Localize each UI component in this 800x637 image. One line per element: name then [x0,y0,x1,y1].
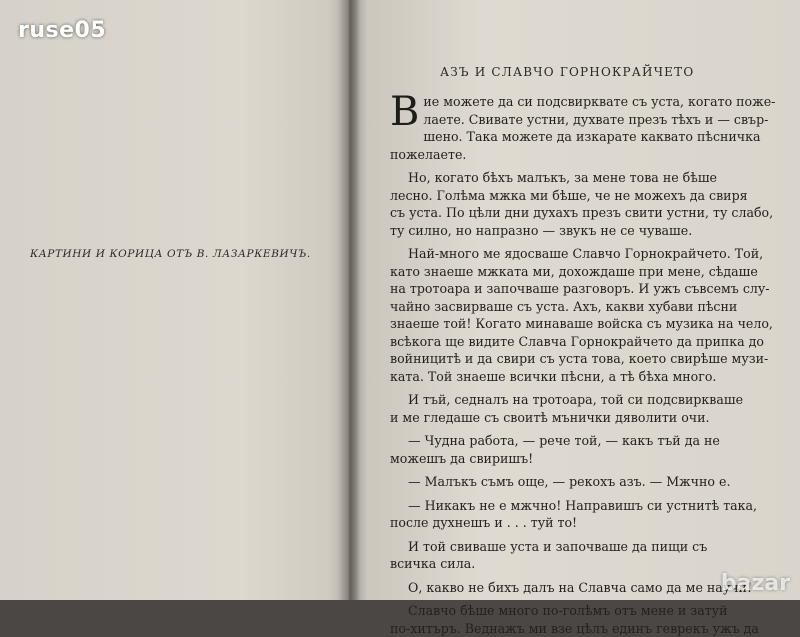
text-line: шено. Така можете да изкарате каквато пѣсничка [390,128,738,146]
paragraph [390,579,738,597]
text-line: знаеше той! Когато минаваше войска съ музика на чело, [390,315,738,333]
text-line: по-хитъръ. Веднажъ ми взе цѣлъ единъ геврекъ ужъ да [390,620,738,637]
paragraph [390,602,738,637]
text-line: и ме гледаше съ своитѣ мънички дяволити очи. [390,409,738,427]
book-gutter [338,0,360,600]
text-line: Но, когато бѣхъ малъкъ, за мене това не бѣше [390,169,738,187]
chapter-title: АЗЪ И СЛАВЧО ГОРНОКРАЙЧЕТО [440,65,700,79]
text-line: ту силно, но напразно — звукъ не се чуваше. [390,222,738,240]
text-line: всѣкога ще видите Славча Горнокрайчето да припка до [390,333,738,351]
text-line: войницитѣ и да свири съ уста това, което свирѣше музи- [390,350,738,368]
text-line: ката. Той знаеше всички пѣсни, а тѣ бѣха много. [390,368,738,386]
text-line: И той свиваше уста и започваше да пищи съ [390,538,738,556]
text-line: ие можете да си подсвирквате съ уста, когато поже- [390,93,738,111]
text-line: лесно. Голѣма мжка ми бѣше, че не можехъ да свиря [390,187,738,205]
illustration-credit: КАРТИНИ И КОРИЦА ОТЪ В. ЛАЗАРКЕВИЧЪ. [30,248,330,260]
text-line: — Малъкъ съмъ още, — рекохъ азъ. — Мжчно е. [390,473,738,491]
text-line: всичка сила. [390,555,738,573]
chapter-text [390,93,738,637]
text-line: — Никакъ не е мжчно! Направишъ си устнитѣ така, [390,497,738,515]
text-line: можешъ да свиришъ! [390,450,738,468]
seller-watermark: ruse05 [18,18,106,43]
text-line: И тъй, седналъ на тротоара, той си подсвиркваше [390,391,738,409]
text-line: — Чудна работа, — рече той, — какъ тъй да не [390,432,738,450]
text-line: Най-много ме ядосваше Славчо Горнокрайчето. Той, [390,245,738,263]
paragraph [390,245,738,385]
paragraph [390,432,738,467]
paragraph [390,93,738,163]
text-line: на тротоара и започваше разговоръ. И ужъ съвсемъ слу- [390,280,738,298]
paragraph [390,538,738,573]
text-line: Славчо бѣше много по-голѣмъ отъ мене и затуй [390,602,738,620]
paragraph [390,473,738,491]
left-page [0,0,345,600]
text-line: после духнешъ и . . . туй то! [390,514,738,532]
text-line: О, какво не бихъ далъ на Славча само да ме научи! [390,579,738,597]
text-line: като знаеше мжката ми, дохождаше при мене, сѣдаше [390,263,738,281]
text-line: чайно засвирваше съ уста. Ахъ, какви хубави пѣсни [390,298,738,316]
site-logo: bazar [721,571,790,596]
drop-cap: В [390,94,419,130]
paragraph [390,497,738,532]
text-line: пожелаете. [390,146,738,164]
text-line: съ уста. По цѣли дни духахъ презъ свити устни, ту слабо, [390,204,738,222]
paragraph [390,391,738,426]
paragraph [390,169,738,239]
text-line: лаете. Свивате устни, духвате презъ тѣхъ и — свър- [390,111,738,129]
